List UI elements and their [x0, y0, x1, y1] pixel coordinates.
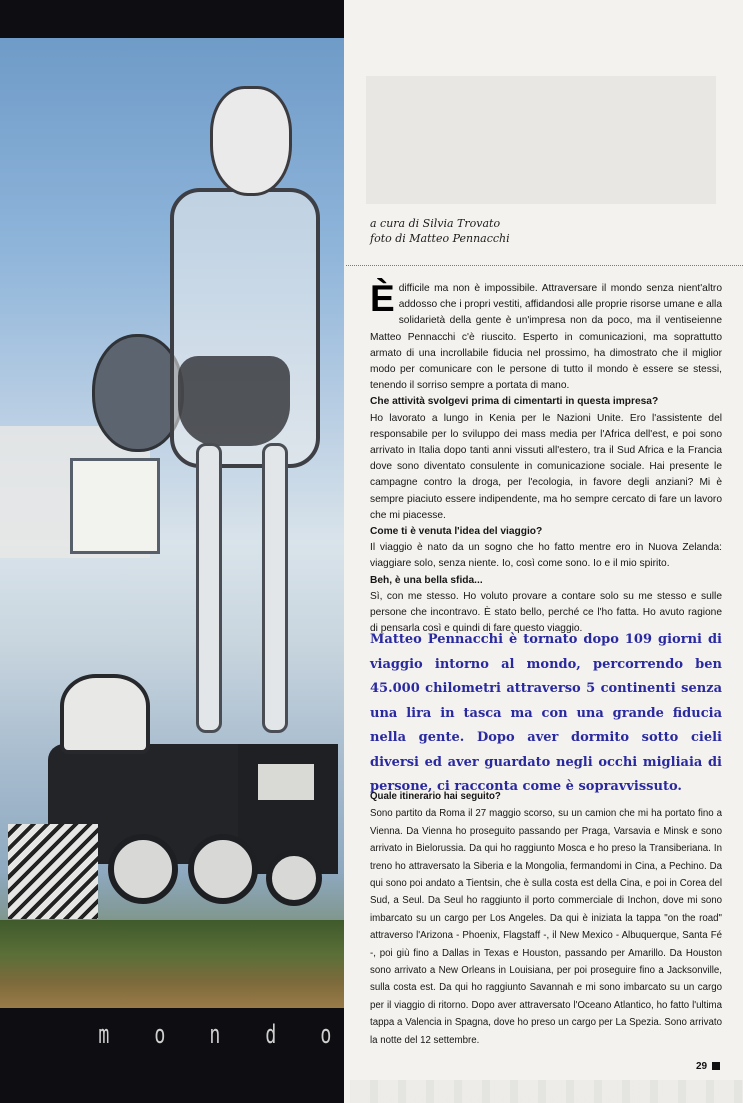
question: Quale itinerario hai seguito?	[370, 791, 501, 802]
page-number-value: 29	[696, 1061, 708, 1072]
mural-figure-head	[210, 86, 292, 196]
mural-artwork	[0, 38, 344, 1008]
section-letter: n	[209, 1020, 221, 1050]
section-letter: o	[320, 1020, 332, 1050]
locomotive-cowcatcher	[8, 824, 98, 919]
credit-photographer: foto di Matteo Pennacchi	[370, 232, 510, 245]
section-letter: d	[265, 1020, 277, 1050]
article-credits	[370, 216, 710, 246]
dotted-divider	[346, 265, 743, 266]
faded-photo	[366, 76, 716, 204]
locomotive-wheel	[108, 834, 178, 904]
locomotive-cab-window	[258, 764, 314, 800]
locomotive-wheel	[188, 834, 258, 904]
question: Come ti è venuta l'idea del viaggio?	[370, 526, 543, 538]
question: Beh, è una bella sfida...	[370, 574, 483, 586]
standfirst: Matteo Pennacchi è tornato dopo 109 giorni di viaggio intorno al mondo, percorrendo ben 45.000 chilometri attraverso 5 continenti senza una lira in tasca ma con una grande fiducia nella gente. Dopo aver dormito sotto cieli diversi ed aver guardato negli occhi migliaia di persone, ci racconta come è sopravvissuto.	[370, 632, 722, 794]
article-body	[370, 278, 722, 637]
page-number	[696, 1061, 720, 1072]
intro-text: difficile ma non è impossibile. Attraversare il mondo senza nient'altro addosso che i propri vestiti, affidandosi alle proprie risorse umane e alla solidarietà della gente è un'impresa non da poco, ma il ventiseienne Matteo Pennacchi c'è riuscito. Esperto in comunicazioni, ma soprattutto armato di una incrollabile fiducia nel prossimo, ha dimostrato che il miglior modo per comunicare con le persone di tutto il mondo è essere se stessi, tenendo il sorriso sempre a portata di mano.	[370, 283, 722, 392]
mural-figure-skirt	[178, 356, 290, 446]
section-word-mondo	[0, 1018, 344, 1052]
credit-author: a cura di Silvia Trovato	[370, 217, 501, 230]
locomotive-smokestack	[60, 674, 150, 754]
locomotive-wheel	[266, 850, 322, 906]
mural-building-window	[70, 458, 160, 554]
article-body-continued	[370, 788, 722, 1049]
magazine-mark-icon	[712, 1062, 720, 1070]
answer: Ho lavorato a lungo in Kenia per le Nazioni Unite. Ero l'assistente del responsabile per lo sviluppo dei mass media per l'Africa dell'est, e poi sono arrivato in Italia dopo tanti anni vissuti all'estero, tra il Sud Africa e la Francia dove sono diventato consulente in comunicazione sociale. Hai presente le campagne contro la droga, per l'ecologia, in favore degli anziani? Mi è sempre piaciuto essere indipendente, ma ho sempre cercato di fare un lavoro che mi piacesse.	[370, 412, 722, 521]
mural-ground	[0, 920, 344, 1008]
answer: Il viaggio è nato da un sogno che ho fatto mentre ero in Nuova Zelanda: viaggiare solo, senza niente. Io, così come sono. Io e il mio spirito.	[370, 542, 722, 570]
section-letter: m	[98, 1020, 110, 1050]
drop-cap: È	[370, 278, 395, 319]
mural-locomotive	[8, 674, 338, 924]
section-letter: o	[153, 1020, 165, 1050]
answer: Sono partito da Roma il 27 maggio scorso, su un camion che mi ha portato fino a Vienna. Da Vienna ho proseguito passando per Praga, Varsavia e Minsk e sono arrivato in Bielorussia. Da qui ho raggiunto Mosca e ho preso la Transiberiana. In treno ho attraversato la Siberia e la Mongolia, fermandomi in Cina, a Pechino. Da qui sono poi andato a Tientsin, che è sulla costa est della Cina, e poi in Corea del Sud, a Seul. Da Seul ho raggiunto il porto commerciale di Inchon, dove mi sono imbarcato su un cargo per Los Angeles. Da qui è iniziata la tappa "on the road" attraverso l'Arizona - Phoenix, Flagstaff -, il New Mexico - Albuquerque, Santa Fé -, poi giù fino a Dallas in Texas e Houston, passando per Amarillo. Da Houston sono arrivato a New Orleans in Louisiana, per poi proseguire fino a Jacksonville, sulla costa est. Da qui ho raggiunto Savannah e mi sono imbarcato su un cargo per il viaggio di ritorno. Dopo aver attraversato l'Oceano Atlantico, ho fatto l'ultima tappa a Valencia in Spagna, dove ho preso un cargo per La Spezia. Sono arrivato la notte del 12 settembre.	[370, 808, 722, 1046]
question: Che attività svolgevi prima di cimentarti in questa impresa?	[370, 396, 659, 408]
intro-paragraph	[370, 278, 722, 394]
left-photo-panel	[0, 0, 344, 1103]
faded-bleed	[350, 1080, 743, 1103]
answer: Sì, con me stesso. Ho voluto provare a contare solo su me stesso e sulle persone che incontravo. È stato bello, perché ce l'ho fatta. Ho avuto ragione di pensarla così e quindi di fare questo viaggio.	[370, 590, 722, 635]
